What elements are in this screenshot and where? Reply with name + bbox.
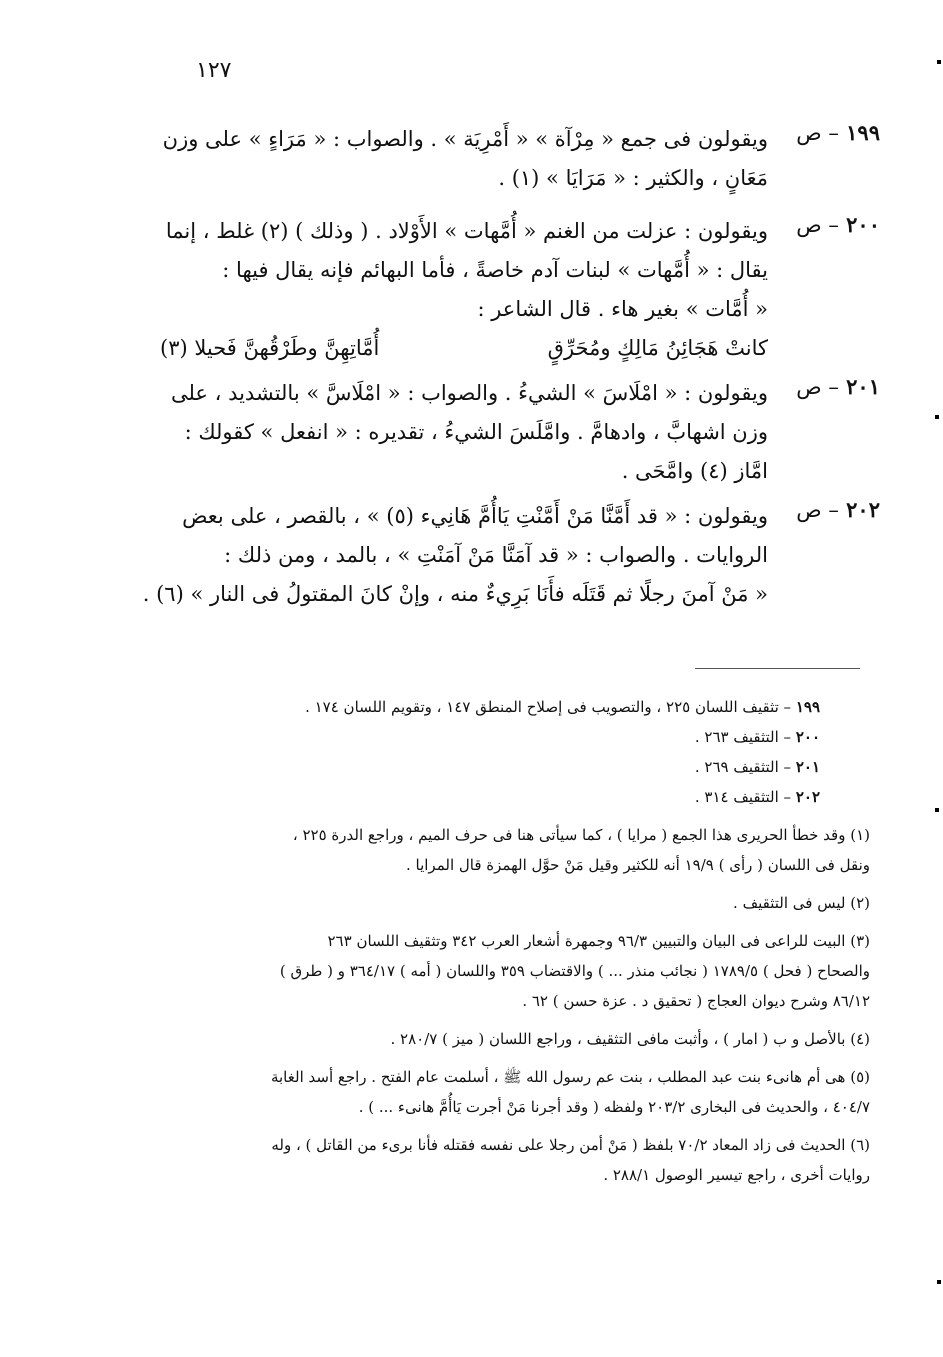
footnote-line: (٣) البيت للراعى فى البيان والتبيين ٩٦/٣ وجمهرة أشعار العرب ٣٤٢ وتثقيف اللسان ٢٦٣ [327,932,870,950]
footnote-3 [160,926,870,1016]
entry-line: ويقولون : عزلت من الغنم « أُمَّهات » الأَوْلاد . ( وذلك ) (٢) غلط ، إنما [165,219,768,243]
entry-code: – ص [796,121,839,145]
footnote-line: (٦) الحديث فى زاد المعاد ٧٠/٢ بلفظ ( مَنْ أمن رجلا على نفسه فقتله فأنا برىء من القاتل ) ، وله [271,1136,870,1154]
scan-edge-mark [935,415,939,419]
footnote-line: ونقل فى اللسان ( رأى ) ١٩/٩ أنه للكثير وقيل مَنْ حوَّل الهمزة قال المرايا . [405,856,870,874]
scan-edge-mark [937,60,941,64]
reference-text: – التثقيف ٣١٤ . [694,788,792,806]
entry-number [770,374,880,399]
entry-line: وزن اشهابَّ ، وادهامَّ . وامَّلَسَ الشيءُ ، تقديره : « انفعل » كقولك : [184,420,768,444]
entry-line: « مَنْ آمنَ رجلًا ثم قَتَلَه فأَنَا بَرِيءٌ منه ، وإنْ كانَ المقتولُ فى النار » (٦) . [142,582,768,606]
entry-201 [160,374,880,491]
entry-line: ويقولون : « امْلَاسَ » الشيءُ . والصواب : « امْلَاسَّ » بالتشديد ، على [170,381,768,405]
reference-text: – تثقيف اللسان ٢٢٥ ، والتصويب فى إصلاح المنطق ١٤٧ ، وتقويم اللسان ١٧٤ . [305,698,792,716]
entry-line: الروايات . والصواب : « قد آمَنَّا مَنْ آمَنْتِ » ، بالمد ، ومن ذلك : [224,543,768,567]
footnotes [160,820,870,1198]
footnote-line: والصحاح ( فحل ) ١٧٨٩/٥ ( نجائب منذر ... ) والاقتضاب ٣٥٩ واللسان ( أمه ) ٣٦٤/١٧ و ( طرق ) [279,962,870,980]
scan-edge-mark [937,1280,941,1284]
verse-hemistich-second: أُمَّاتِهِنَّ وطَرْقُهنَّ فَحيلا (٣) [160,336,380,360]
footnote-1 [160,820,870,880]
reference-number: ٢٠١ [795,758,820,776]
reference-text: – التثقيف ٢٦٩ . [694,758,792,776]
entry-number [770,212,880,237]
entry-line: يقال : « أُمَّهات » لبنات آدم خاصةً ، فأما البهائم فإنه يقال فيها : [222,258,768,282]
entry-202 [142,497,880,614]
reference-number: ٢٠٠ [795,728,820,746]
entry-line: مَعَانٍ ، والكثير : « مَرَايَا » (١) . [498,166,768,190]
footnote-5 [160,1062,870,1122]
footnote-line: (١) وقد خطأ الحريرى هذا الجمع ( مرايا ) ، كما سيأتى هنا فى حرف الميم ، وراجع الدرة ٢٢٥ ، [292,826,870,844]
footnote-line: (٤) بالأصل و ب ( امار ) ، وأثبت مافى التثقيف ، وراجع اللسان ( ميز ) ٢٨٠/٧ . [390,1030,870,1048]
entry-line: « أُمَّات » بغير هاء . قال الشاعر : [477,297,768,321]
reference-number: ١٩٩ [795,698,820,716]
entry-code: – ص [796,375,839,399]
entry-line: امَّاز (٤) وامَّحَى . [621,459,768,483]
scan-edge-mark [935,808,939,812]
entry-number [770,497,880,522]
source-references [230,692,820,812]
page-number: ١٢٧ [196,58,232,83]
footnote-6 [160,1130,870,1190]
footnote-line: (٢) ليس فى التثقيف . [733,894,870,912]
footnote-divider [695,668,860,669]
entry-200 [160,212,880,368]
entry-line: ويقولون : « قد أَمَّنَّا مَنْ أَمَّنْتِ يَاأُمَّ هَانِيء (٥) » ، بالقصر ، على بعض [182,504,768,528]
entry-code: – ص [796,498,839,522]
poem-verse [160,329,768,368]
entry-number-value: ١٩٩ [846,120,880,145]
footnote-2 [160,888,870,918]
footnote-line: ٨٦/١٢ وشرح ديوان العجاج ( تحقيق د . عزة حسن ) ٦٢ . [522,992,870,1010]
reference-line [230,782,820,812]
reference-text: – التثقيف ٢٦٣ . [694,728,792,746]
entry-number-value: ٢٠٠ [846,212,880,237]
footnote-4 [160,1024,870,1054]
reference-line [230,752,820,782]
footnote-line: روايات أخرى ، راجع تيسير الوصول ٢٨٨/١ . [603,1166,870,1184]
footnote-line: ٤٠٤/٧ ، والحديث فى البخارى ٢٠٣/٢ ولفظه ( وقد أجرنا مَنْ أجرت يَاأُمَّ هانىء ... ) . [358,1098,870,1116]
reference-line [230,692,820,722]
entry-number [770,120,880,145]
entry-199 [160,120,880,198]
reference-number: ٢٠٢ [795,788,820,806]
reference-line [230,722,820,752]
entry-number-value: ٢٠٢ [846,497,880,522]
entry-code: – ص [796,213,839,237]
entries-list [142,120,880,620]
entry-line: ويقولون فى جمع « مِرْآة » « أَمْرِيَة » . والصواب : « مَرَاءٍ » على وزن [162,127,768,151]
entry-number-value: ٢٠١ [846,374,880,399]
verse-hemistich-first: كانتْ هَجَائِنُ مَالِكٍ ومُحَرِّقٍ [547,336,768,360]
footnote-line: (٥) هى أم هانىء بنت عبد المطلب ، بنت عم رسول الله ﷺ ، أسلمت عام الفتح . راجع أسد الغابة [270,1068,870,1086]
